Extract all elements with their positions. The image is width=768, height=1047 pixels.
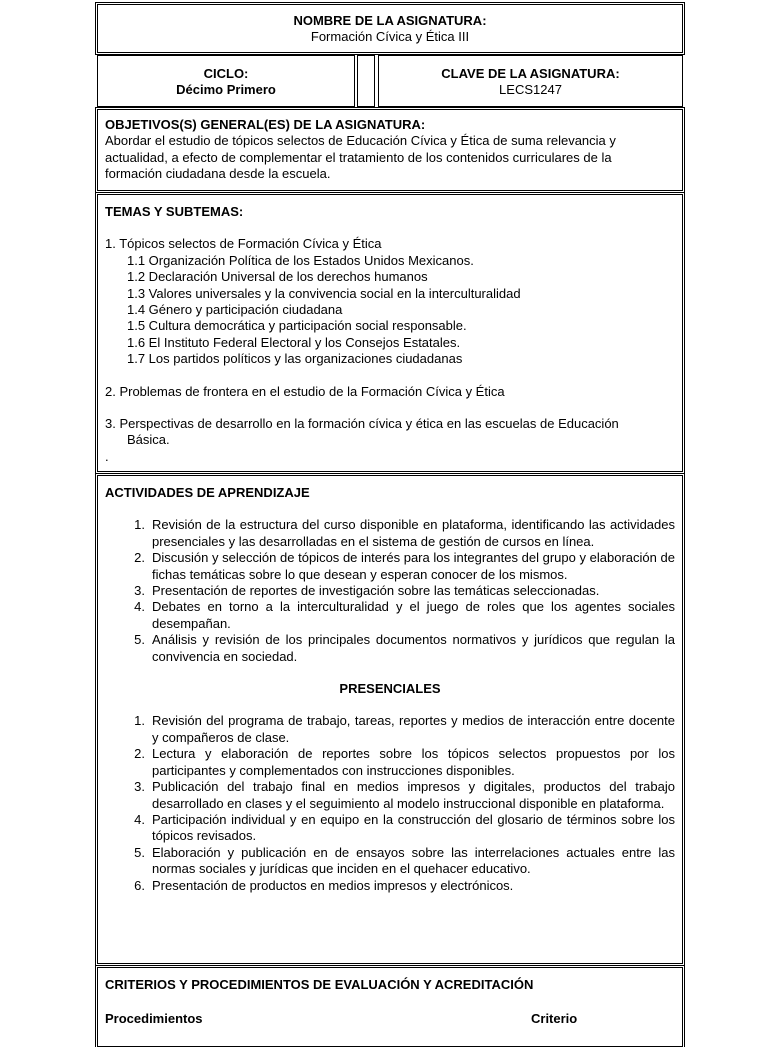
presenciales-title: PRESENCIALES [339,681,441,697]
subtema-item: 1.3 Valores universales y la convivencia social en la interculturalidad [127,285,521,301]
list-item-number: 5. [134,632,145,648]
list-item [105,632,675,665]
objetivos-title: OBJETIVOS(S) GENERAL(ES) DE LA ASIGNATURA: [105,117,426,132]
list-item-text: Revisión de la estructura del curso disponible en plataforma, identificando las actividades presenciales y las desarrolladas en el sistema de gestión de cursos en línea. [152,517,675,549]
list-item-number: 3. [134,583,145,599]
ciclo-label: CICLO: [203,66,249,81]
objetivos-box [97,109,683,191]
list-item-number: 6. [134,877,145,893]
clave-cell [378,55,683,107]
list-item-number: 4. [134,811,145,827]
temas-title: TEMAS Y SUBTEMAS: [105,204,244,219]
ciclo-value: Décimo Primero [176,82,276,97]
clave-value: LECS1247 [499,82,562,97]
list-item-text: Presentación de productos en medios impresos y electrónicos. [152,877,514,893]
criterios-box [97,967,683,1047]
criterio-label: Criterio [531,1011,578,1026]
list-item-text: Publicación del trabajo final en medios impresos y digitales, productos del trabajo desarrollado en clases y el seguimiento al modelo instruccional disponible en plataforma. [152,779,675,811]
list-item-number: 3. [134,779,145,795]
top-border [97,0,683,3]
list-item-text: Lectura y elaboración de reportes sobre los tópicos selectos propuestos por los participantes y complementados con instrucciones disponibles. [152,746,675,778]
list-item [105,550,675,583]
actividades-box [97,475,683,964]
temas-box [97,194,683,472]
list-item-number: 1. [134,517,145,533]
list-item [105,746,675,779]
list-item-number: 2. [134,550,145,566]
subtema-item: 1.6 El Instituto Federal Electoral y los Consejos Estatales. [127,334,461,350]
list-item-text: Elaboración y publicación en de ensayos sobre las interrelaciones actuales entre las normas sociales y jurídicas que inciden en el quehacer educativo. [152,844,675,877]
list-item-text: Debates en torno a la interculturalidad y el juego de roles que los agentes sociales desempañan. [152,599,675,631]
procedimientos-label: Procedimientos [105,1011,203,1026]
subtema-item: 1.1 Organización Política de los Estados Unidos Mexicanos. [127,252,474,268]
objetivos-line: actualidad, a efecto de complementar el tratamiento de los contenidos curriculares de la [105,149,612,165]
list-item-number: 2. [134,746,145,762]
spacer-cell [357,55,375,107]
tema-item-1: 1. Tópicos selectos de Formación Cívica y Ética [105,236,382,252]
subtema-item: 1.2 Declaración Universal de los derechos humanos [127,269,428,285]
list-item-text: Análisis y revisión de los principales documentos normativos y jurídicos que regulan la convivencia en sociedad. [152,632,675,664]
actividades-title: ACTIVIDADES DE APRENDIZAJE [105,485,310,500]
subtema-item: 1.4 Género y participación ciudadana [127,302,343,318]
trailing-dot: . [105,448,109,464]
criterios-title: CRITERIOS Y PROCEDIMIENTOS DE EVALUACIÓN Y ACREDITACIÓN [105,977,534,992]
list-item [105,517,675,550]
actividades-list [105,517,675,665]
ciclo-clave-row [97,55,683,107]
list-item-text: Presentación de reportes de investigación sobre las temáticas seleccionadas. [152,583,600,599]
list-item [105,812,675,845]
subtema-item: 1.7 Los partidos políticos y las organizaciones ciudadanas [127,351,463,367]
list-item [105,878,675,894]
presenciales-list [105,713,675,893]
nombre-label: NOMBRE DE LA ASIGNATURA: [293,13,487,28]
nombre-asignatura-box [97,4,683,53]
list-item-text: Revisión del programa de trabajo, tareas, reportes y medios de interacción entre docente y compañeros de clase. [152,713,675,745]
clave-label: CLAVE DE LA ASIGNATURA: [441,66,620,81]
list-item-text: Discusión y selección de tópicos de interés para los integrantes del grupo y elaboración de fichas temáticas sobre lo que desean y esperan conocer de los mismos. [152,550,675,582]
list-item [105,713,675,746]
subtema-item: 1.5 Cultura democrática y participación social responsable. [127,318,467,334]
nombre-value: Formación Cívica y Ética III [310,29,470,44]
list-item [105,599,675,632]
tema-item-2: 2. Problemas de frontera en el estudio de la Formación Cívica y Ética [105,383,505,399]
objetivos-line: Abordar el estudio de tópicos selectos de Educación Cívica y Ética de suma relevancia y [105,133,616,149]
tema-item-3-cont: Básica. [127,432,170,448]
objetivos-line: formación ciudadana desde la escuela. [105,166,331,182]
list-item [105,845,675,878]
list-item-number: 5. [134,844,145,860]
list-item-number: 1. [134,713,145,729]
list-item [105,583,675,599]
list-item-number: 4. [134,599,145,615]
ciclo-cell [97,55,355,107]
tema-item-3: 3. Perspectivas de desarrollo en la formación cívica y ética en las escuelas de Educación [105,416,619,432]
list-item-text: Participación individual y en equipo en la construcción del glosario de términos sobre los tópicos revisados. [152,811,675,844]
list-item [105,779,675,812]
